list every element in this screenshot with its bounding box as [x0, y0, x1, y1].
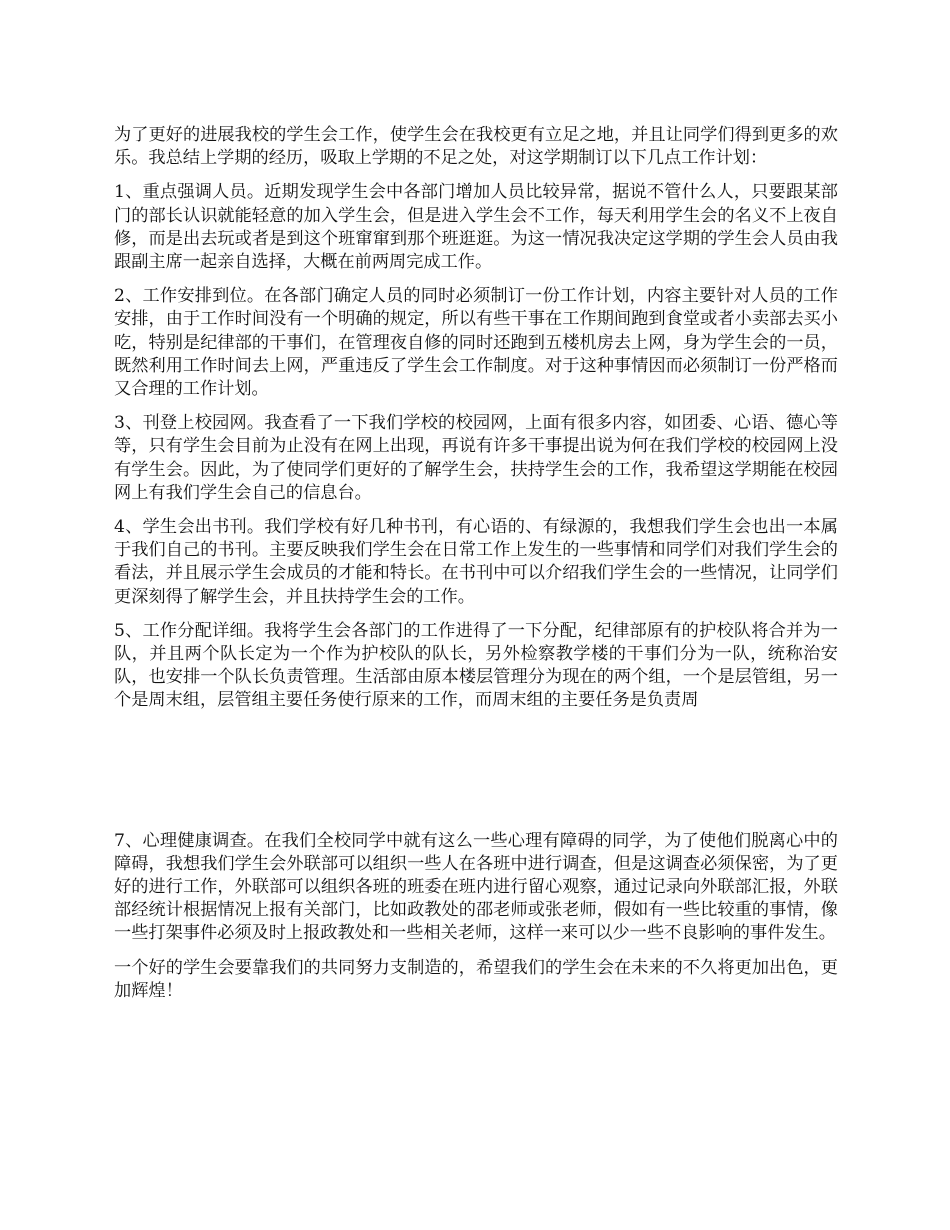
- intro-paragraph: 为了更好的进展我校的学生会工作，使学生会在我校更有立足之地，并且让同学们得到更多的欢乐。我总结上学期的经历，吸取上学期的不足之处，对这学期制订以下几点工作计划：: [114, 125, 838, 169]
- plan-item-5-paragraph: 5、工作分配详细。我将学生会各部门的工作进得了一下分配，纪律部原有的护校队将合并为一队，并且两个队长定为一个作为护校队的队长，另外检察教学楼的干事们分为一队，统称治安队，也安排一个队长负责管理。生活部由原本楼层管理分为现在的两个组，一个是层管组，另一个是周末组，层管组主要任务使行原来的工作，而周末组的主要任务是负责周: [114, 620, 838, 711]
- plan-item-2-paragraph: 2、工作安排到位。在各部门确定人员的同时必须制订一份工作计划，内容主要针对人员的工作安排，由于工作时间没有一个明确的规定，所以有些干事在工作期间跑到食堂或者小卖部去买小吃，特别是纪律部的干事们，在管理夜自修的同时还跑到五楼机房去上网，身为学生会的一员，既然利用工作时间去上网，严重违反了学生会工作制度。对于这种事情因而必须制订一份严格而又合理的工作计划。: [114, 286, 838, 400]
- document-page: [114, 124, 838, 1014]
- plan-item-4-paragraph: 4、学生会出书刊。我们学校有好几种书刊，有心语的、有绿源的，我想我们学生会也出一本属于我们自己的书刊。主要反映我们学生会在日常工作上发生的一些事情和同学们对我们学生会的看法，并且展示学生会成员的才能和特长。在书刊中可以介绍我们学生会的一些情况，让同学们更深刻得了解学生会，并且扶持学生会的工作。: [114, 517, 838, 607]
- plan-item-3-paragraph: 3、刊登上校园网。我查看了一下我们学校的校园网，上面有很多内容，如团委、心语、德心等等，只有学生会目前为止没有在网上出现，再说有许多干事提出说为何在我们学校的校园网上没有学生会。因此，为了使同学们更好的了解学生会，扶持学生会的工作，我希望这学期能在校园网上有我们学生会自己的信息台。: [114, 413, 838, 503]
- closing-paragraph: 一个好的学生会要靠我们的共同努力支制造的，希望我们的学生会在未来的不久将更加出色，更加辉煌！: [114, 957, 838, 1001]
- plan-item-7-paragraph: 7、心理健康调查。在我们全校同学中就有这么一些心理有障碍的同学，为了使他们脱离心中的障碍，我想我们学生会外联部可以组织一些人在各班中进行调查，但是这调查必须保密，为了更好的进行工作，外联部可以组织各班的班委在班内进行留心观察，通过记录向外联部汇报，外联部经统计根据情况上报有关部门，比如政教处的邵老师或张老师，假如有一些比较重的事情，像一些打架事件必须及时上报政教处和一些相关老师，这样一来可以少一些不良影响的事件发生。: [114, 830, 838, 944]
- plan-item-1-paragraph: 1、重点强调人员。近期发现学生会中各部门增加人员比较异常，据说不管什么人，只要跟某部门的部长认识就能轻意的加入学生会，但是进入学生会不工作，每天利用学生会的名义不上夜自修，而是出去玩或者是到这个班窜窜到那个班逛逛。为这一情况我决定这学期的学生会人员由我跟副主席一起亲自选择，大概在前两周完成工作。: [114, 182, 838, 273]
- blank-gap: [114, 724, 838, 830]
